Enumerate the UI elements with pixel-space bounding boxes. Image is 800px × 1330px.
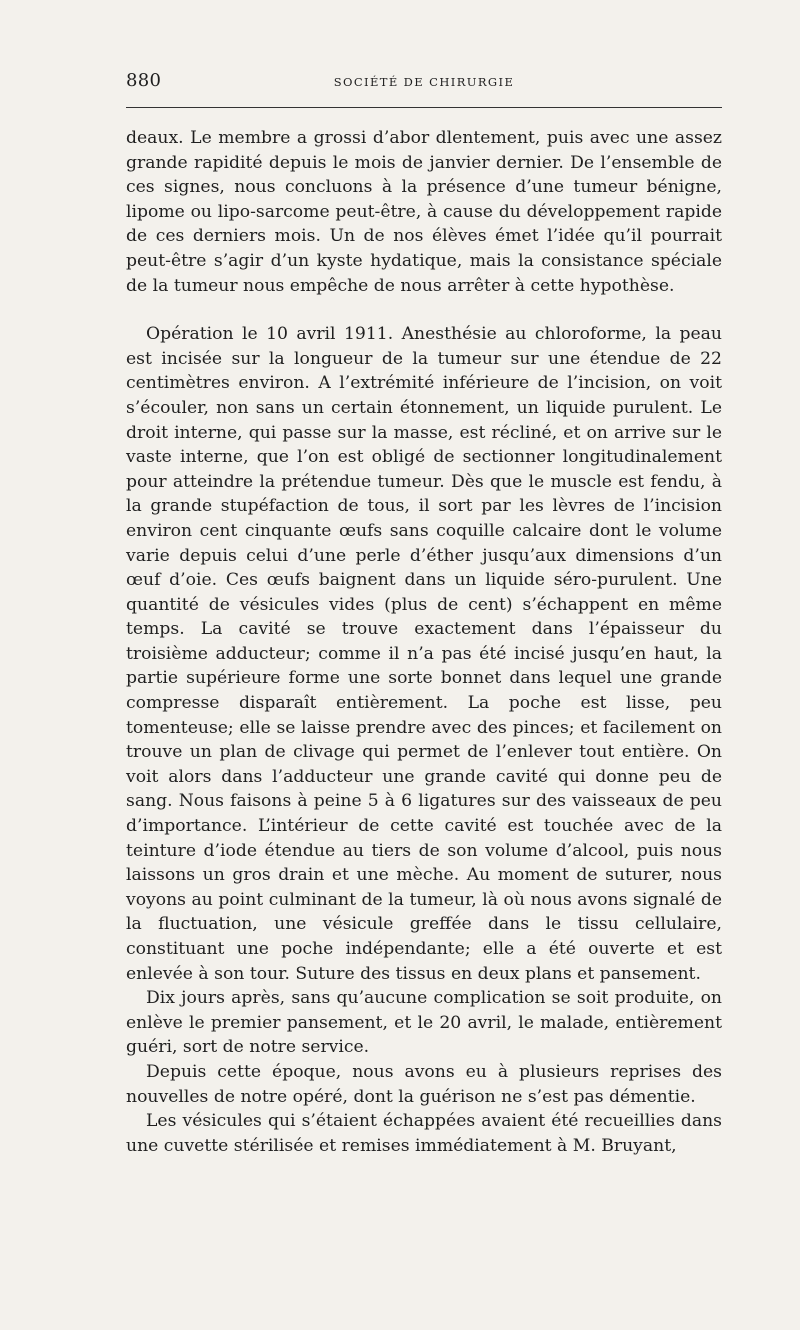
page-number: 880 (126, 70, 162, 91)
running-title: SOCIÉTÉ DE CHIRURGIE (333, 75, 515, 89)
paragraph-continued: deaux. Le membre a grossi d’abor dlentement, puis avec une assez grande rapidité depuis le mois de janvier dernier. De l’ensemble de ces signes, nous concluons à la présence d’une tumeur bénigne, lipome ou lipo-sarcome peut-être, à cause du développement rapide de ces derniers mois. Un de nos élèves émet l’idée qu’il pourrait peut-être s’agir d’un kyste hydatique, mais la consistance spéciale de la tumeur nous empêche de nous arrêter à cette hypothèse. (126, 128, 722, 296)
header-rule (126, 107, 722, 108)
paragraph-operation: Opération le 10 avril 1911. Anesthésie au chloroforme, la peau est incisée sur la longueur de la tumeur sur une étendue de 22 centimètres environ. A l’extrémité inférieure de l’incision, on voit s’écouler, non sans un certain étonnement, un liquide purulent. Le droit interne, qui passe sur la masse, est récliné, et on arrive sur le vaste interne, que l’on est obligé de sectionner longitudinalement pour atteindre la prétendue tumeur. Dès que le muscle est fendu, à la grande stupéfaction de tous, il sort par les lèvres de l’incision environ cent cinquante œufs sans coquille calcaire dont le volume varie depuis celui d’une perle d’éther jusqu’aux dimensions d’un œuf d’oie. Ces œufs baignent dans un liquide séro-purulent. Une quantité de vésicules vides (plus de cent) s’échappent en même temps. La cavité se trouve exactement dans l’épaisseur du troisième adducteur; comme il n’a pas été incisé jusqu’en haut, la partie supérieure forme une sorte bonnet dans lequel une grande compresse disparaît entièrement. La poche est lisse, peu tomenteuse; elle se laisse prendre avec des pinces; et facilement on trouve un plan de clivage qui permet de l’enlever tout entière. On voit alors dans l’adducteur une grande cavité qui donne peu de sang. Nous faisons à peine 5 à 6 ligatures sur des vaisseaux de peu d’importance. L’intérieur de cette cavité est touchée avec de la teinture d’iode étendue au tiers de son volume d’alcool, puis nous laissons un gros drain et une mèche. Au moment de suturer, nous voyons au point culminant de la tumeur, là où nous avons signalé de la fluctuation, une vésicule greffée dans le tissu cellulaire, constituant une poche indépendante; elle a été ouverte et est enlevée à son tour. Suture des tissus en deux plans et pansement. (126, 324, 722, 984)
paragraph-follow-up: Depuis cette époque, nous avons eu à plusieurs reprises des nouvelles de notre opéré, dont la guérison ne s’est pas démentie. (126, 1061, 722, 1107)
body-text (126, 126, 722, 1158)
running-head (126, 70, 722, 100)
paragraph-vesicles: Les vésicules qui s’étaient échappées avaient été recueillies dans une cuvette stérilisée et remises immédiatement à M. Bruyant, (126, 1111, 722, 1156)
paragraph-postoperative: Dix jours après, sans qu’aucune complication se soit produite, on enlève le premier pansement, et le 20 avril, le malade, entièrement guéri, sort de notre service. (126, 988, 722, 1058)
